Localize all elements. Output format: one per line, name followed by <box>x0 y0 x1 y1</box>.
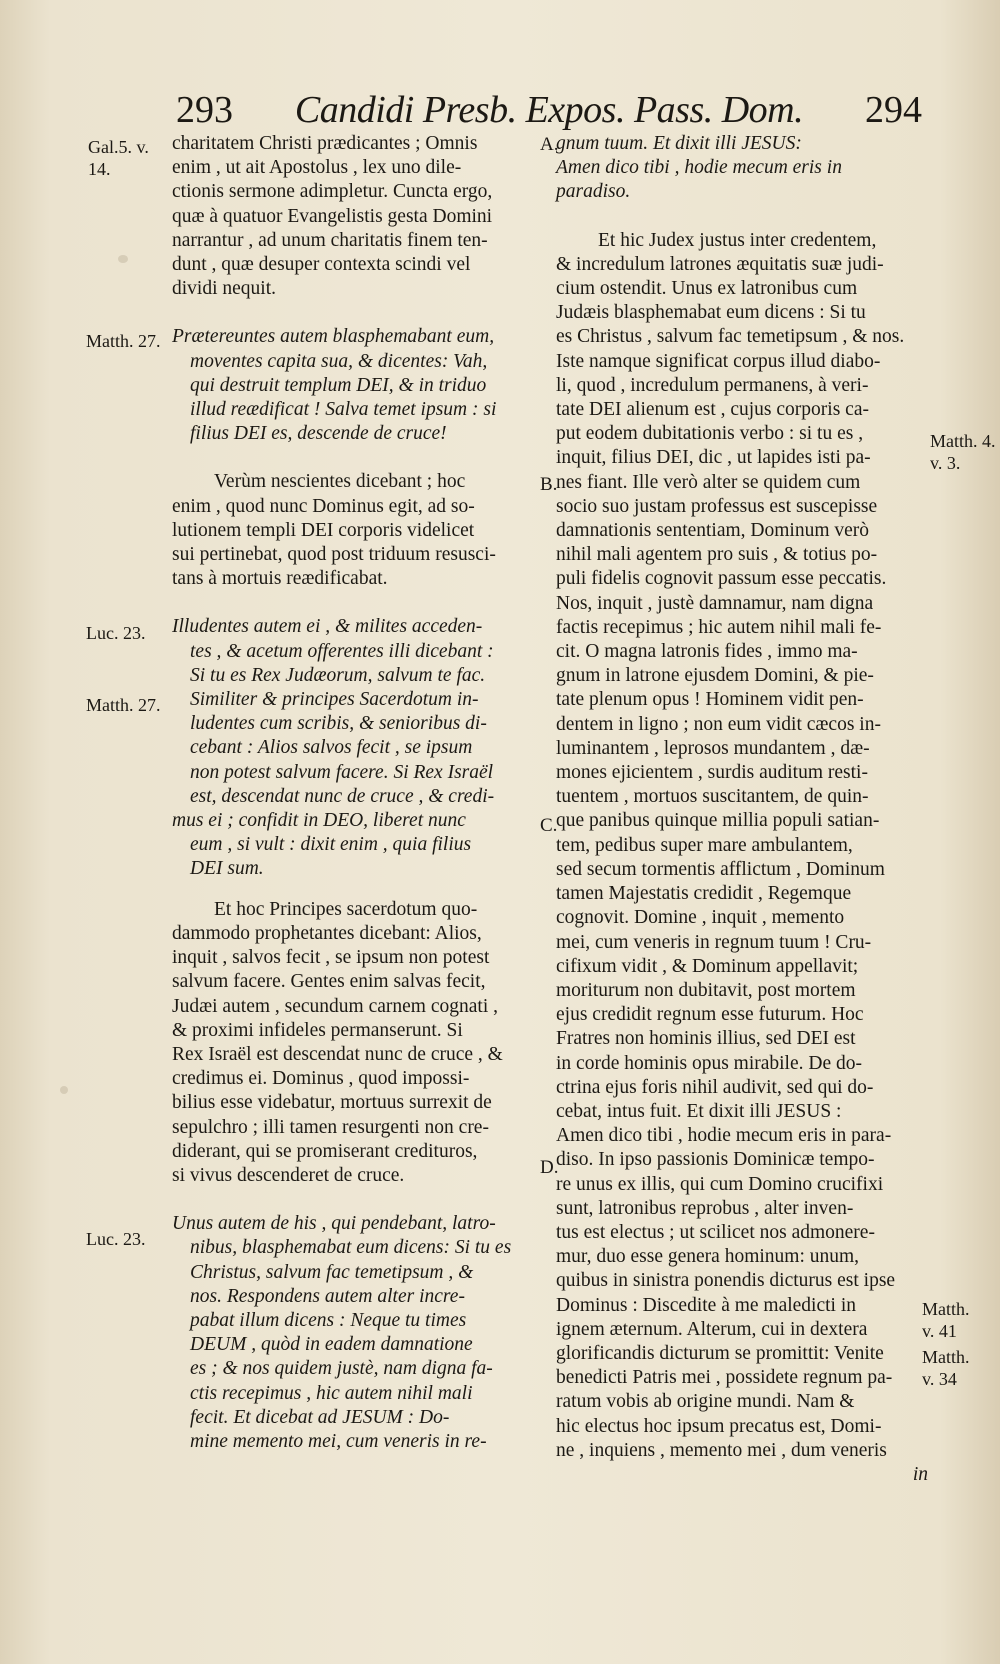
text-line: ctionis sermone adimpletur. Cuncta ergo, <box>172 181 493 203</box>
text-line: cifixum vidit , & Dominum appellavit; <box>556 955 859 977</box>
margin-ref-matth-27b: Matth. 27. <box>86 695 161 715</box>
text-line: Judæi autem , secundum carnem cognati , <box>172 995 498 1017</box>
text-line: es Christus , salvum fac temetipsum , & nos. <box>556 326 905 348</box>
text-line: Christus, salvum fac temetipsum , & <box>190 1261 474 1283</box>
section-mark-a: A. <box>540 134 559 155</box>
text-line: quæ à quatuor Evangelistis gesta Domini <box>172 205 493 227</box>
margin-ref-luc-23: Luc. 23. <box>86 623 146 643</box>
margin-ref-matth-25a: Matth. v. 41 <box>922 1299 970 1341</box>
text-line: Rex Israël est descendat nunc de cruce , & <box>172 1043 503 1065</box>
running-title: Candidi Presb. Expos. Pass. Dom. <box>294 89 804 131</box>
margin-ref-matth-25b: Matth. v. 34 <box>922 1347 970 1389</box>
text-line: tus est electus ; ut scilicet nos admonere- <box>556 1221 875 1243</box>
text-line: gnum tuum. Et dixit illi JESUS: <box>556 133 802 154</box>
text-line: sed secum tormentis afflictum , Dominum <box>556 858 885 880</box>
section-mark-b: B. <box>540 474 558 495</box>
text-line: Prætereuntes autem blasphemabant eum, <box>172 326 495 348</box>
text-line: ludentes cum scribis, & senioribus di- <box>190 713 487 735</box>
text-line: inquit, filius DEI, dic , ut lapides isti pa- <box>556 447 871 469</box>
text-line: nos. Respondens autem alter incre- <box>190 1285 465 1307</box>
right-column <box>556 132 928 1487</box>
text-line: ctis recepimus , hic autem nihil mali <box>190 1382 473 1404</box>
text-line: cognovit. Domine , inquit , memento <box>556 907 845 929</box>
text-line: ratum vobis ab origine mundi. Nam & <box>556 1391 855 1413</box>
text-line: cium ostendit. Unus ex latronibus cum <box>556 278 858 300</box>
text-line: Similiter & principes Sacerdotum in- <box>190 689 479 711</box>
text-line: dentem in ligno ; non eum vidit cæcos in- <box>556 713 881 735</box>
text-line: si vivus descenderet de cruce. <box>172 1164 405 1186</box>
right-paragraph <box>556 229 928 1488</box>
text-line: Verùm nescientes dicebant ; hoc <box>214 471 466 493</box>
text-line: dunt , quæ desuper contexta scindi vel <box>172 254 471 276</box>
left-paragraph-3 <box>172 898 547 1188</box>
text-line: eum , si vult : dixit enim , quia filius <box>190 834 472 856</box>
text-line: Si tu es Rex Judæorum, salvum te fac. <box>190 664 486 686</box>
text-line: in <box>912 1463 928 1485</box>
left-paragraph-2 <box>172 470 547 591</box>
text-line: tem, pedibus super mare ambulantem, <box>556 834 853 856</box>
text-line: diso. In ipso passionis Dominicæ tempo- <box>556 1149 875 1171</box>
text-line: diderant, qui se promiserant credituros, <box>172 1140 478 1162</box>
text-line: salvum facere. Gentes enim salvas fecit, <box>172 971 486 993</box>
text-line: cit. O magna latronis fides , immo ma- <box>556 641 858 663</box>
page-number-right: 294 <box>865 89 922 131</box>
text-line: paradiso. <box>556 181 631 203</box>
text-line: DEI sum. <box>190 858 264 880</box>
text-line: puli fidelis cognovit passum esse peccatis. <box>556 568 887 590</box>
text-line: cebant : Alios salvos fecit , se ipsum <box>190 737 473 759</box>
text-line: tamen Majestatis credidit , Regemque <box>556 883 852 905</box>
text-line: que panibus quinque millia populi satian- <box>556 810 880 832</box>
text-line: filius DEI es, descende de cruce! <box>190 423 447 445</box>
text-line: nibus, blasphemabat eum dicens: Si tu es <box>190 1237 512 1259</box>
text-line: ne , inquiens , memento mei , dum veneris <box>556 1439 887 1461</box>
text-line: nihil mali agentem pro suis , & totius po- <box>556 544 878 566</box>
text-line: socio suo justam professus est suscepisse <box>556 495 878 517</box>
text-line: sui pertinebat, quod post triduum resusci- <box>172 544 496 566</box>
text-line: lutionem templi DEI corporis videlicet <box>172 519 475 541</box>
text-line: Iste namque significat corpus illud diabo- <box>556 350 881 372</box>
text-line: moventes capita sua, & dicentes: Vah, <box>190 350 488 372</box>
text-line: put eodem dubitationis verbo : si tu es , <box>556 423 864 445</box>
text-line: Fratres non hominis illius, sed DEI est <box>556 1028 856 1050</box>
text-line: dammodo prophetantes dicebant: Alios, <box>172 922 482 944</box>
left-column <box>172 132 547 1454</box>
page-number-left: 293 <box>176 89 233 131</box>
text-line: qui destruit templum DEI, & in triduo <box>190 374 487 396</box>
text-line: Illudentes autem ei , & milites acceden- <box>172 616 483 638</box>
scripture-quote-1 <box>172 325 547 446</box>
text-line: enim , ut ait Apostolus , lex uno dile- <box>172 157 462 179</box>
margin-ref-matth-27: Matth. 27. <box>86 331 161 351</box>
text-line: tate DEI alienum est , cujus corporis ca- <box>556 399 869 421</box>
text-line: fecit. Et dicebat ad JESUM : Do- <box>190 1406 450 1428</box>
text-line: hic electus hoc ipsum precatus est, Domi- <box>556 1415 882 1437</box>
text-line: mine memento mei, cum veneris in re- <box>190 1430 487 1452</box>
text-line: narrantur , ad unum charitatis finem ten- <box>172 229 488 251</box>
left-paragraph-1 <box>172 132 547 301</box>
text-line: in corde hominis opus mirabile. De do- <box>556 1052 862 1074</box>
text-line: charitatem Christi prædicantes ; Omnis <box>172 133 478 154</box>
text-line: mus ei ; confidit in DEO, liberet nunc <box>172 810 466 832</box>
text-line: Judæis blasphemabat eum dicens : Si tu <box>556 302 866 324</box>
text-line: est, descendat nunc de cruce , & credi- <box>190 785 495 807</box>
text-line: Et hoc Principes sacerdotum quo- <box>214 898 478 920</box>
text-line: nes fiant. Ille verò alter se quidem cum <box>556 471 861 493</box>
text-line: tans à mortuis reædificabat. <box>172 568 388 590</box>
text-line: ejus credidit regnum esse futurum. Hoc <box>556 1004 864 1026</box>
text-line: & proximi infideles permanserunt. Si <box>172 1019 463 1041</box>
text-line: es ; & nos quidem justè, nam digna fa- <box>190 1358 493 1380</box>
margin-ref-matth-4: Matth. 4. v. 3. <box>930 431 996 473</box>
section-mark-c: C. <box>540 815 558 836</box>
margin-ref-gal: Gal.5. v. 14. <box>88 137 149 179</box>
text-line: credimus ei. Dominus , quod impossi- <box>172 1068 470 1090</box>
text-line: & incredulum latrones æquitatis suæ judi- <box>556 253 884 275</box>
text-line: DEUM , quòd in eadem damnatione <box>190 1334 473 1356</box>
text-line: glorificandis dicturum se promittit: Venite <box>556 1342 884 1364</box>
text-line: sunt, latronibus reprobus , alter inven- <box>556 1197 854 1219</box>
text-line: tes , & acetum offerentes illi dicebant : <box>190 640 494 662</box>
text-line: tate plenum opus ! Hominem vidit pen- <box>556 689 864 711</box>
text-line: Et hic Judex justus inter credentem, <box>598 229 877 251</box>
text-line: mei, cum veneris in regnum tuum ! Cru- <box>556 931 872 953</box>
section-mark-d: D. <box>540 1157 559 1178</box>
text-line: Unus autem de his , qui pendebant, latro- <box>172 1213 496 1235</box>
text-line: tuentem , mortuos suscitantem, de quin- <box>556 786 869 808</box>
text-line: quibus in sinistra ponendis dicturus est ipse <box>556 1270 896 1292</box>
margin-ref-luc-23b: Luc. 23. <box>86 1229 146 1249</box>
text-line: re unus ex illis, qui cum Domino crucifixi <box>556 1173 884 1195</box>
text-line: Nos, inquit , justè damnamur, nam digna <box>556 592 874 614</box>
text-line: li, quod , incredulum permanens, à veri- <box>556 374 869 396</box>
text-line: moriturum non dubitavit, post mortem <box>556 979 856 1001</box>
text-line: damnationis sententiam, Dominum verò <box>556 520 870 542</box>
text-line: factis recepimus ; hic autem nihil mali fe- <box>556 616 882 638</box>
scripture-quote-2 <box>172 615 547 881</box>
text-line: pabat illum dicens : Neque tu times <box>190 1309 467 1331</box>
text-line: dividi nequit. <box>172 278 276 300</box>
text-line: ctrina ejus foris nihil audivit, sed qui do- <box>556 1076 874 1098</box>
text-line: bilius esse videbatur, mortuus surrexit de <box>172 1092 492 1114</box>
text-line: enim , quod nunc Dominus egit, ad so- <box>172 495 475 517</box>
text-line: gnum in latrone ejusdem Domini, & pie- <box>556 665 874 687</box>
text-line: ignem æternum. Alterum, cui in dextera <box>556 1318 868 1340</box>
text-line: cebat, intus fuit. Et dixit illi JESUS : <box>556 1100 842 1122</box>
text-line: sepulchro ; illi tamen resurgenti non cre- <box>172 1116 489 1138</box>
scripture-quote-3 <box>172 1212 547 1454</box>
text-line: non potest salvum facere. Si Rex Israël <box>190 761 494 783</box>
text-line: Amen dico tibi , hodie mecum eris in <box>556 157 842 179</box>
scripture-quote-continued <box>556 132 928 205</box>
text-line: Amen dico tibi , hodie mecum eris in para- <box>556 1125 892 1147</box>
text-line: luminantem , leprosos mundantem , dæ- <box>556 737 870 759</box>
text-line: mur, duo esse genera hominum: unum, <box>556 1246 860 1268</box>
text-line: inquit , salvos fecit , se ipsum non potest <box>172 947 490 969</box>
stain <box>118 255 128 263</box>
text-line: Dominus : Discedite à me maledicti in <box>556 1294 857 1316</box>
text-line: illud reædificat ! Salva temet ipsum : si <box>190 399 497 421</box>
text-line: benedicti Patris mei , possidete regnum pa- <box>556 1367 893 1389</box>
stain <box>60 1086 68 1094</box>
text-line: mones ejicientem , surdis auditum resti- <box>556 762 868 784</box>
